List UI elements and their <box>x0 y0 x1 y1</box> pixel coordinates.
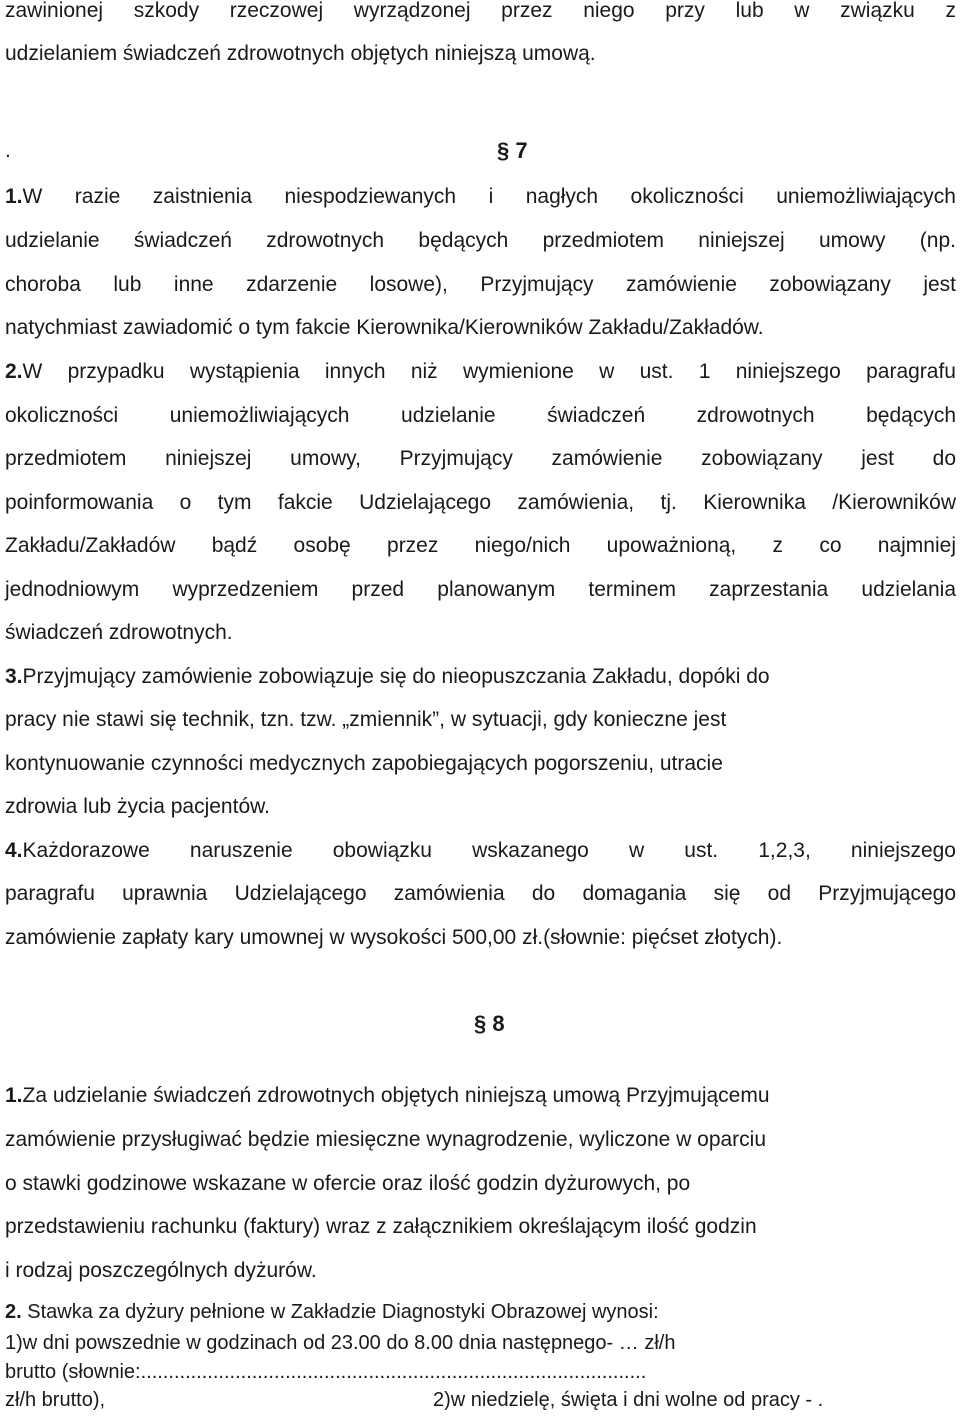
text-line: jednodniowym wyprzedzeniem przed planowanym terminem zaprzestania udzielania <box>5 578 956 601</box>
text-line: udzielanie świadczeń zdrowotnych będących przedmiotem niniejszej umowy (np. <box>5 229 956 252</box>
text-span: Każdorazowe naruszenie obowiązku wskazanego w ust. 1,2,3, niniejszego <box>22 839 956 862</box>
text-line: o stawki godzinowe wskazane w ofercie oraz ilość godzin dyżurowych, po <box>5 1172 691 1195</box>
item-number: 1. <box>5 1084 23 1107</box>
item-number: 2. <box>5 1301 22 1323</box>
text-line: przedstawieniu rachunku (faktury) wraz z załącznikiem określającym ilość godzin <box>5 1215 757 1238</box>
text-line: natychmiast zawiadomić o tym fakcie Kierownika/Kierowników Zakładu/Zakładów. <box>5 316 764 339</box>
text-line: . <box>5 139 11 162</box>
text-line: brutto (słownie:........................................................................................... <box>5 1361 647 1383</box>
text-line: zawinionej szkody rzeczowej wyrządzonej przez niego przy lub w związku z <box>5 0 956 22</box>
text-span: W razie zaistnienia niespodziewanych i nagłych okoliczności uniemożliwiających <box>22 185 956 208</box>
text-line: zamówienie przysługiwać będzie miesięczne wynagrodzenie, wyliczone w oparciu <box>5 1128 767 1151</box>
text-span: W przypadku wystąpienia innych niż wymienione w ust. 1 niniejszego paragrafu <box>22 360 956 383</box>
paragraph-2-line <box>5 359 956 385</box>
text-span: Za udzielanie świadczeń zdrowotnych objętych niniejszą umową Przyjmującemu <box>22 1084 770 1107</box>
text-line: zamówienie zapłaty kary umownej w wysokości 500,00 zł.(słownie: pięćset złotych). <box>5 926 783 949</box>
text-line: i rodzaj poszczególnych dyżurów. <box>5 1259 317 1282</box>
text-span: Stawka za dyżury pełnione w Zakładzie Diagnostyki Obrazowej wynosi: <box>21 1301 659 1323</box>
section-heading-7: § 7 <box>497 138 528 163</box>
paragraph-1-line <box>5 184 956 210</box>
text-line: kontynuowanie czynności medycznych zapobiegających pogorszeniu, utracie <box>5 752 723 775</box>
text-line: udzielaniem świadczeń zdrowotnych objętych niniejszą umową. <box>5 42 596 65</box>
text-line: poinformowania o tym fakcie Udzielającego zamówienia, tj. Kierownika /Kierowników <box>5 491 956 514</box>
text-line: zdrowia lub życia pacjentów. <box>5 795 270 818</box>
item-number: 4. <box>5 839 23 862</box>
paragraph-8-2-line <box>5 1300 659 1324</box>
item-number: 2. <box>5 360 23 383</box>
text-span: Przyjmujący zamówienie zobowiązuje się do nieopuszczania Zakładu, dopóki do <box>22 665 770 688</box>
section-heading-8: § 8 <box>474 1011 505 1036</box>
item-number: 1. <box>5 185 23 208</box>
paragraph-4-line <box>5 838 956 864</box>
text-line: paragrafu uprawnia Udzielającego zamówienia do domagania się od Przyjmującego <box>5 882 956 905</box>
text-line: 2)w niedzielę, święta i dni wolne od pracy - . <box>433 1389 824 1411</box>
text-line: zł/h brutto), <box>5 1389 106 1411</box>
paragraph-8-1-line <box>5 1083 770 1109</box>
text-line: Zakładu/Zakładów bądź osobę przez niego/nich upoważnioną, z co najmniej <box>5 534 956 557</box>
text-line: okoliczności uniemożliwiających udzielanie świadczeń zdrowotnych będących <box>5 404 956 427</box>
text-line: przedmiotem niniejszej umowy, Przyjmujący zamówienie zobowiązany jest do <box>5 447 956 470</box>
item-number: 3. <box>5 665 23 688</box>
paragraph-3-line <box>5 664 770 690</box>
text-line: świadczeń zdrowotnych. <box>5 621 233 644</box>
text-line: 1)w dni powszednie w godzinach od 23.00 do 8.00 dnia następnego- … zł/h <box>5 1332 676 1354</box>
text-line: pracy nie stawi się technik, tzn. tzw. „zmiennik”, w sytuacji, gdy konieczne jest <box>5 708 727 731</box>
text-line: choroba lub inne zdarzenie losowe), Przyjmujący zamówienie zobowiązany jest <box>5 273 956 296</box>
